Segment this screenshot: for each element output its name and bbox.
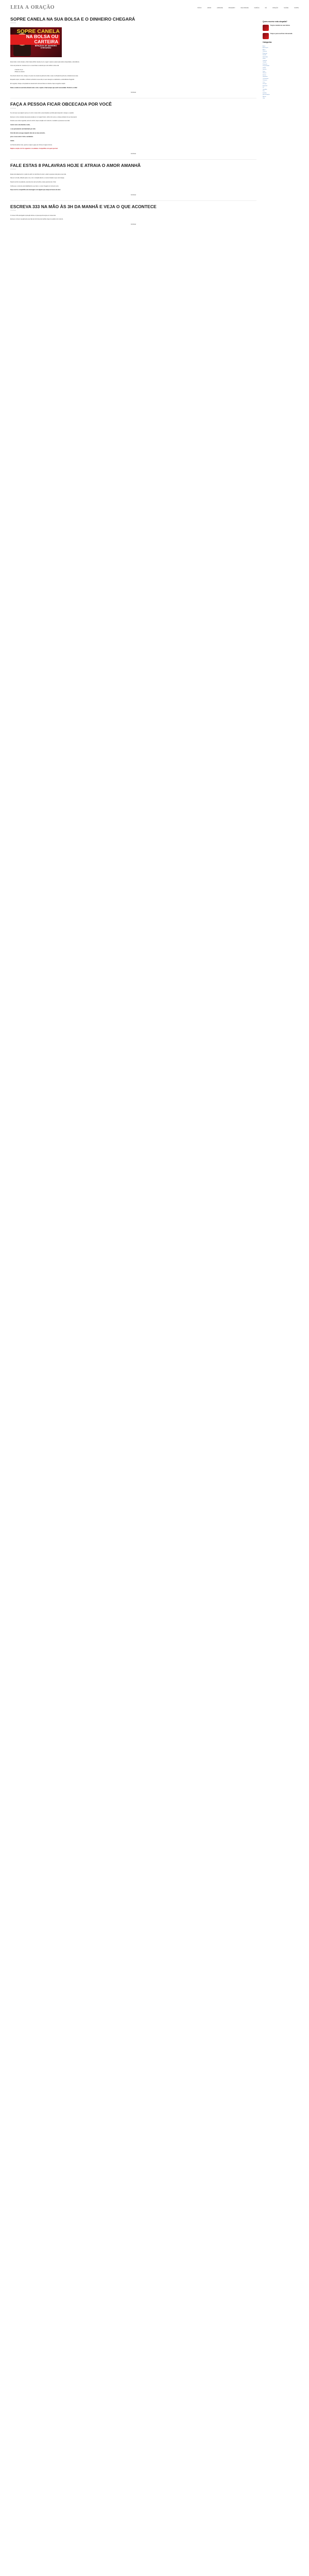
site-header xyxy=(0,0,309,16)
thumb-text-3: BÊNÇÃOS DE DINHEIRO CHEGARÃO xyxy=(35,44,57,49)
paragraph: Ao final da sétima noite, queime o papel e jogue as cinzas em água corrente. xyxy=(10,144,53,146)
category-link[interactable]: Santos xyxy=(263,74,266,76)
paragraph: No primeiro dia do mês, coloque um pouco de canela na palma da mão e sopre na direção da porta de entrada da sua casa. xyxy=(10,75,78,77)
category-link[interactable]: Prosperidade xyxy=(263,65,270,67)
closing-text: Faça com fé e compartilhe esta mensagem com alguém que esteja em busca do amor. xyxy=(10,189,61,191)
category-list xyxy=(263,46,299,100)
category-link[interactable]: Sorte xyxy=(263,71,266,72)
category-link[interactable]: Amarração xyxy=(263,47,268,49)
prayer-line: Amém. xyxy=(10,140,14,142)
category-link[interactable]: Salmos xyxy=(263,73,267,74)
nav-item[interactable]: ORAÇÃO xyxy=(272,7,279,9)
post-title[interactable]: FAÇA A PESSOA FICAR OBCECADA POR VOCÊ xyxy=(10,101,112,107)
post-1 xyxy=(10,16,256,94)
post-date: 17/11/2024 xyxy=(10,108,16,109)
category-link[interactable]: Cura xyxy=(263,81,265,83)
nav-item[interactable]: AMOR xyxy=(207,7,212,9)
featured-title: Faça a pessoa ficar obcecada xyxy=(270,32,293,35)
category-link[interactable]: Família xyxy=(263,55,267,56)
paragraph: Se você quer que alguém pense em você o tempo todo, essa simpatia é perfeita para despertar o desejo e a paixão. xyxy=(10,112,74,114)
category-link[interactable]: Proteção xyxy=(263,63,267,65)
closing-text: Deixe a canela na sua bolsa durante todo o mês e repita o ritual sempre que sentir necessidade. Tenha fé e confie! xyxy=(10,87,78,89)
thumb-text-2: NA BOLSA OU CARTEIRA xyxy=(10,35,60,45)
category-link[interactable]: Filhos xyxy=(263,58,266,60)
category-link[interactable]: Paz xyxy=(263,91,265,92)
paragraph: Escreva o número na palma da sua mão às três horas da manhã e faça um pedido com muita fé. xyxy=(10,218,63,221)
featured-title: Sopre canela na sua bolsa xyxy=(270,24,290,27)
prayer-line: o seu pensamento será iluminado por mim. xyxy=(10,128,36,130)
paragraph: Durante sete noites seguidas, antes de dormir, faça a oração com muita fé e mentalize a pessoa ao seu lado. xyxy=(10,120,70,122)
list-item: • Canela em pó xyxy=(14,69,256,71)
category-link[interactable]: Dinheiro xyxy=(263,51,267,53)
prayer-line: pois o nosso amor é forte e verdadeiro. xyxy=(10,136,33,138)
category-link[interactable]: Emprego xyxy=(263,53,267,54)
category-link[interactable]: Espiritual xyxy=(263,85,267,87)
category-link[interactable]: Amor xyxy=(263,45,266,47)
paragraph: Fale em voz alta, olhando para o céu, com o coração aberto e a mente focada no que você deseja. xyxy=(10,177,64,179)
paragraph: Escreva o nome completo da pessoa amada em um papel branco, dobre três vezes e coloque debaixo do seu travesseiro. xyxy=(10,116,77,118)
post-date: 17/11/2024 xyxy=(10,210,16,212)
post-3 xyxy=(10,163,256,196)
paragraph: Confie que o universo está trabalhando a seu favor e o amor chegará no momento certo. xyxy=(10,185,59,187)
continue-link[interactable]: Continuar xyxy=(130,224,136,225)
category-link[interactable]: Vela xyxy=(263,98,265,99)
post-date: 17/11/2024 xyxy=(10,169,16,171)
prayer-line: Você não terá sossego enquanto não vier ao meu encontro, xyxy=(10,132,45,134)
divider xyxy=(10,159,256,160)
closing-text: Repita a oração com fé e aguarde os resultados. Compartilhe com quem precisa! xyxy=(10,148,58,150)
category-link[interactable]: Anjos xyxy=(263,49,266,50)
category-link[interactable]: Pedidos xyxy=(263,92,267,94)
nav-item[interactable]: FAMÍLIA xyxy=(254,7,260,9)
paragraph: O número 333 está ligado à proteção divina e à presença dos anjos em nossa vida. xyxy=(10,214,56,216)
post-title[interactable]: ESCREVA 333 NA MÃO ÀS 3H DA MANHÃ E VEJA O QUE ACONTECE xyxy=(10,204,157,209)
category-link[interactable]: Felicidade xyxy=(263,56,268,58)
paragraph: Em seguida, coloque uma pitada de canela dentro da sua bolsa ou carteira e faça a seguinte oração: xyxy=(10,83,65,85)
post-thumbnail[interactable] xyxy=(10,27,62,57)
category-link[interactable]: Desejos xyxy=(263,83,267,85)
main-nav xyxy=(197,7,299,9)
post-date: 17/11/2024 xyxy=(10,23,16,24)
featured-thumbnail xyxy=(263,33,269,39)
nav-item[interactable]: SORTE xyxy=(294,7,299,9)
post-title[interactable]: SOPRE CANELA NA SUA BOLSA E O DINHEIRO CHEGARÁ xyxy=(10,16,135,22)
sidebar-featured-title: Quem escreve esta simpatia? xyxy=(263,21,287,23)
category-link[interactable]: Limpeza xyxy=(263,60,267,61)
category-link[interactable]: Oração xyxy=(263,62,267,63)
paragraph: Essas oito palavras têm o poder de abrir os caminhos do amor e atrair a pessoa certa para a sua vida. xyxy=(10,173,66,175)
paragraph: Enquanto sopra, mentalize o dinheiro entrando na sua vida, os seus desejos se realizando e a abundância chegando. xyxy=(10,79,75,81)
category-link[interactable]: Reconciliação xyxy=(263,94,270,96)
ingredient-list xyxy=(14,69,256,73)
paragraph: Você vai precisar de: canela em pó e a sua bolsa ou carteira que você utiliza no dia a dia. xyxy=(10,65,59,67)
sidebar-featured-post[interactable] xyxy=(263,33,299,39)
prayer-block xyxy=(10,124,256,142)
divider xyxy=(10,200,256,201)
nav-item[interactable]: DINHEIRO xyxy=(228,7,235,9)
paragraph: Depois de dizer as palavras, acenda uma vela vermelha e deixe queimar até o final. xyxy=(10,181,56,183)
category-link[interactable]: Gratidão xyxy=(263,89,267,90)
continue-link[interactable]: Continuar xyxy=(130,194,136,196)
list-item: • Bolsa ou carteira xyxy=(14,71,256,73)
category-link[interactable]: Sonhos xyxy=(263,69,267,71)
thumb-text-1: SOPRE CANELA xyxy=(16,28,60,35)
nav-item[interactable]: FELICIDADE xyxy=(241,7,249,9)
site-logo[interactable]: LEIA A ORAÇÃO xyxy=(10,5,55,11)
sidebar xyxy=(263,16,299,230)
continue-link[interactable]: Continuar xyxy=(130,92,136,94)
sidebar-featured-post[interactable] xyxy=(263,25,299,31)
post-2 xyxy=(10,101,256,155)
continue-link[interactable]: Continuar xyxy=(130,153,136,155)
category-link[interactable]: Fé xyxy=(263,87,264,89)
category-link[interactable]: Crianças xyxy=(263,80,267,81)
category-link[interactable]: Casamento xyxy=(263,78,269,79)
nav-item[interactable]: FÉ xyxy=(265,7,267,9)
category-link[interactable]: Rituais xyxy=(263,96,266,97)
post-4 xyxy=(10,204,256,226)
featured-thumbnail xyxy=(263,25,269,31)
prayer-line: Assim como a lua ilumina a noite, xyxy=(10,124,30,126)
category-link[interactable]: Simpatias xyxy=(263,76,268,78)
main-content xyxy=(10,16,256,230)
paragraph: Essa ritual é muito simples e fácil, basta utilizar canela em pó e seguir o passo a passo para atrair prosperidade e abundância. xyxy=(10,61,80,63)
category-link[interactable]: Saúde xyxy=(263,67,266,69)
post-title[interactable]: FALE ESTAS 8 PALAVRAS HOJE E ATRAIA O AMOR AMANHÃ xyxy=(10,162,141,168)
sidebar-categories-title: Categorias xyxy=(263,41,272,44)
nav-item[interactable]: INÍCIO xyxy=(197,7,202,9)
nav-item[interactable]: SAÚDE xyxy=(284,7,289,9)
nav-item[interactable]: AMIZADE xyxy=(217,7,223,9)
